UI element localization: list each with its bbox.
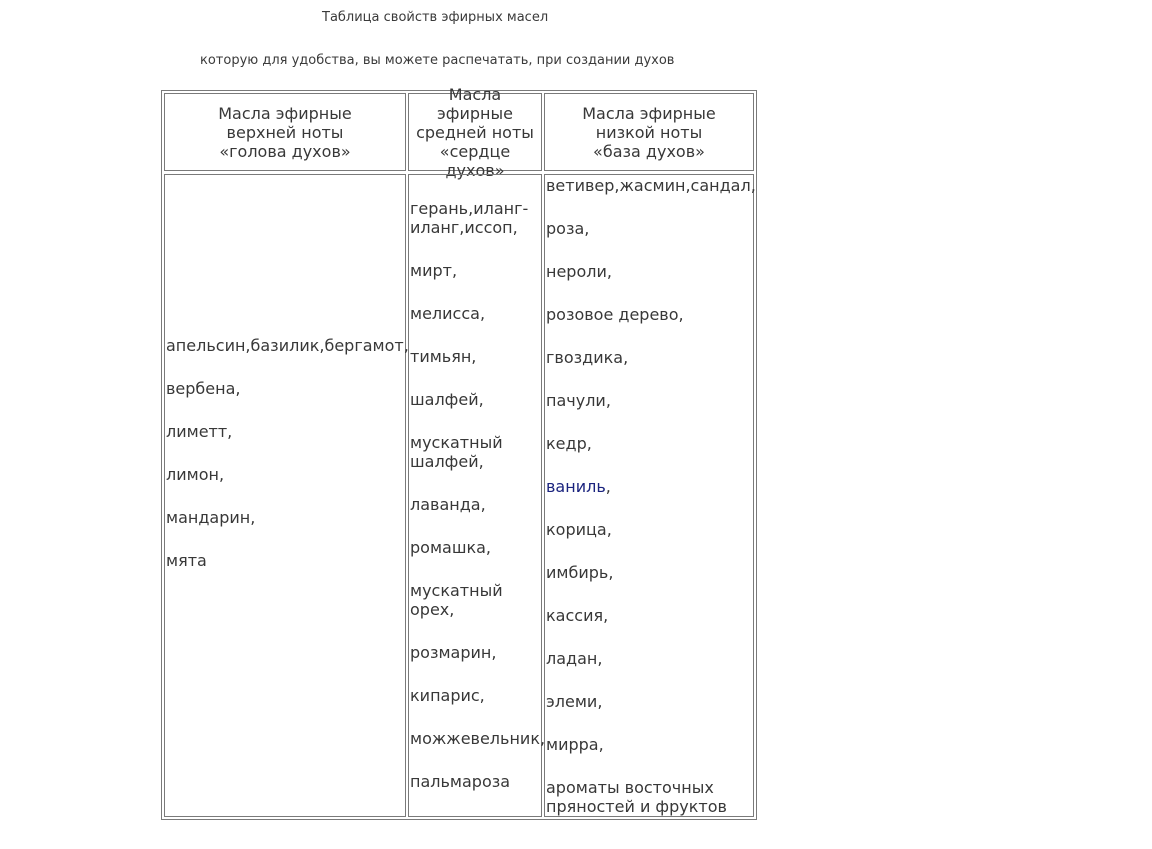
oil-item: мирт, bbox=[410, 261, 458, 280]
header-line: низкой ноты bbox=[595, 122, 703, 142]
oil-item: пачули, bbox=[546, 391, 611, 410]
oil-item: ладан, bbox=[546, 649, 603, 668]
header-line: «сердце bbox=[439, 141, 511, 161]
oil-item: апельсин,базилик,бергамот, bbox=[166, 336, 409, 355]
middle-notes-list bbox=[410, 199, 546, 815]
header-middle-notes bbox=[408, 84, 542, 180]
oil-item: розмарин, bbox=[410, 643, 497, 662]
oil-item: мелисса, bbox=[410, 304, 486, 323]
header-line: духов» bbox=[445, 160, 505, 180]
oil-item: ромашка, bbox=[410, 538, 492, 557]
oil-item: кедр, bbox=[546, 434, 592, 453]
oil-item: шалфей, bbox=[410, 390, 484, 409]
oil-item: мирра, bbox=[546, 735, 604, 754]
header-line: верхней ноты bbox=[226, 122, 344, 142]
header-line: Масла эфирные bbox=[437, 84, 513, 123]
oil-item: пальмароза bbox=[410, 772, 511, 791]
oil-item: ароматы восточных пряностей и фруктов bbox=[546, 778, 727, 816]
header-line: «база духов» bbox=[593, 141, 705, 161]
oil-item: роза, bbox=[546, 219, 590, 238]
oil-item: корица, bbox=[546, 520, 612, 539]
oil-item: гвоздика, bbox=[546, 348, 629, 367]
oil-item: мята bbox=[166, 551, 207, 570]
oil-item: тимьян, bbox=[410, 347, 477, 366]
oil-item: элеми, bbox=[546, 692, 603, 711]
oil-item: кассия, bbox=[546, 606, 609, 625]
oil-link[interactable]: ваниль bbox=[546, 477, 606, 496]
header-base-notes bbox=[544, 93, 754, 171]
header-line: Масла эфирные bbox=[582, 103, 716, 123]
essential-oils-table bbox=[161, 84, 757, 820]
oil-item: ветивер,жасмин,сандал, bbox=[546, 176, 756, 195]
oil-item: можжевельник, bbox=[410, 729, 546, 748]
header-line: средней ноты bbox=[416, 122, 534, 142]
base-notes-list bbox=[546, 176, 756, 840]
header-line: «голова духов» bbox=[219, 141, 351, 161]
oil-item: розовое дерево, bbox=[546, 305, 684, 324]
page-title: Таблица свойств эфирных масел bbox=[322, 10, 549, 25]
page-subtitle: которую для удобства, вы можете распечатать, при создании духов bbox=[200, 53, 675, 68]
oil-item: кипарис, bbox=[410, 686, 485, 705]
middle-notes-cell bbox=[408, 174, 546, 817]
oil-item: лаванда, bbox=[410, 495, 486, 514]
top-notes-list bbox=[166, 336, 409, 594]
oil-item: герань,иланг-иланг,иссоп, bbox=[410, 199, 529, 237]
oil-item: мускатный шалфей, bbox=[410, 433, 503, 471]
base-notes-cell bbox=[544, 174, 754, 817]
oil-item: имбирь, bbox=[546, 563, 614, 582]
oil-item: мандарин, bbox=[166, 508, 256, 527]
oil-item: лимон, bbox=[166, 465, 225, 484]
oil-item: лиметт, bbox=[166, 422, 233, 441]
oil-item: вербена, bbox=[166, 379, 241, 398]
top-notes-cell bbox=[164, 174, 409, 817]
oil-item: нероли, bbox=[546, 262, 612, 281]
oil-item: мускатный орех, bbox=[410, 581, 503, 619]
header-top-notes bbox=[164, 93, 406, 171]
header-line: Масла эфирные bbox=[218, 103, 352, 123]
oil-item: ваниль, bbox=[546, 477, 611, 496]
